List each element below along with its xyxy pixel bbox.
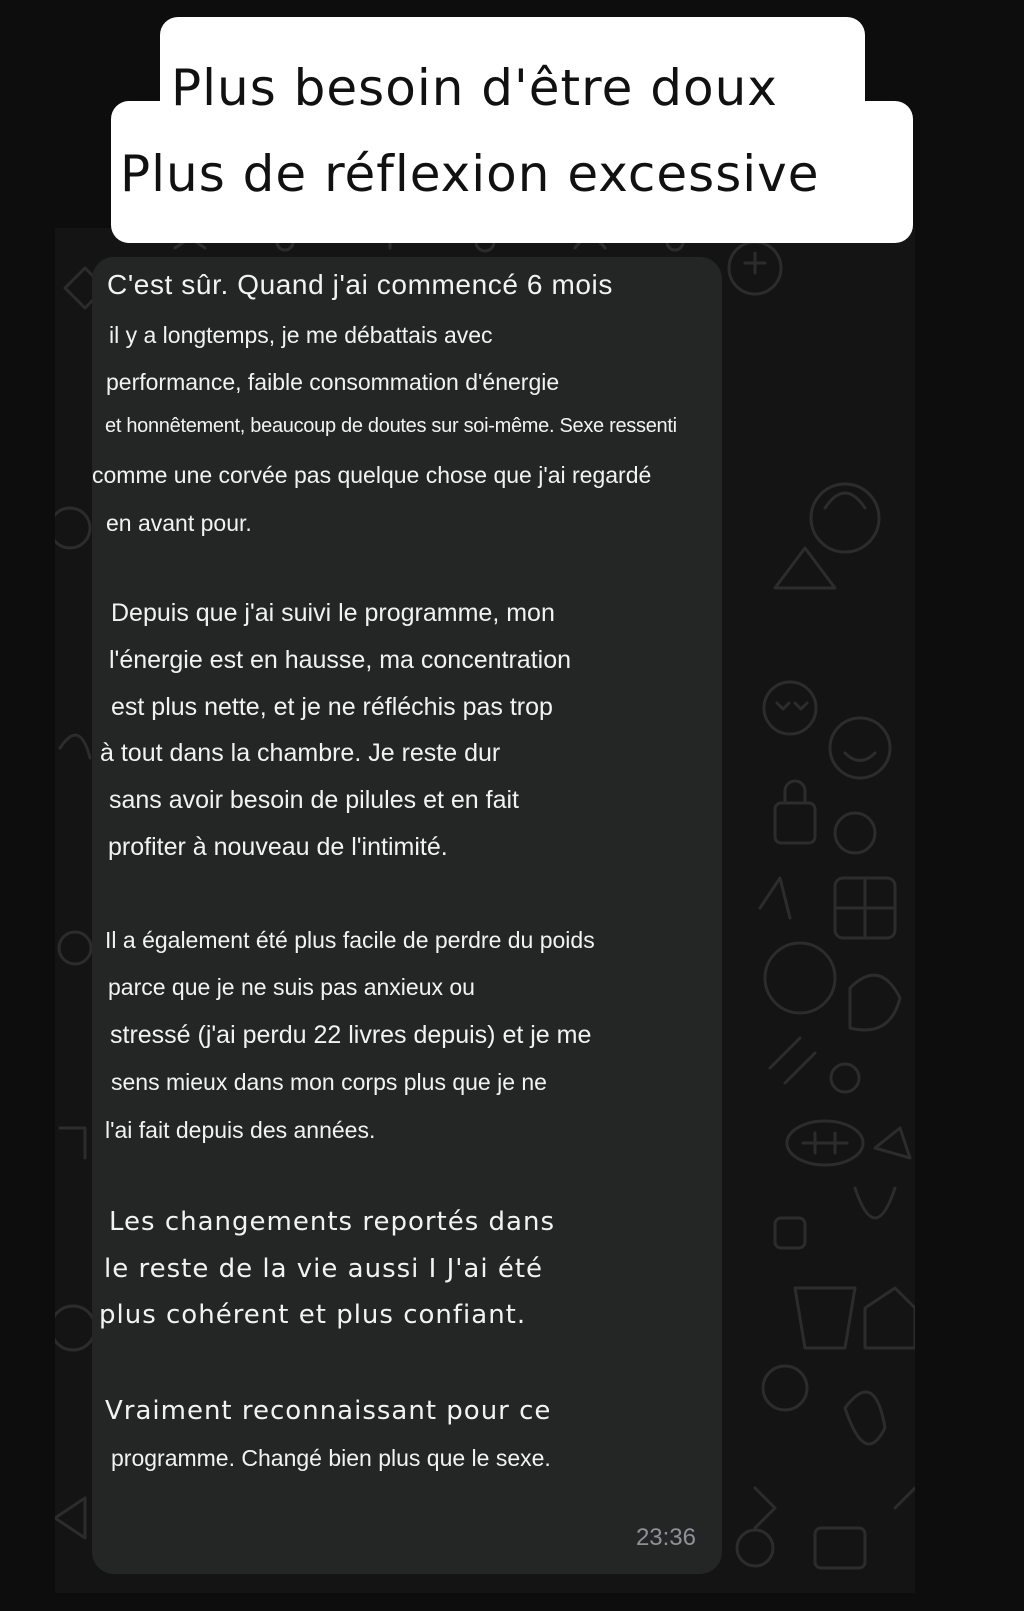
message-line: sans avoir besoin de pilules et en fait: [109, 786, 519, 814]
message-line: l'énergie est en hausse, ma concentration: [109, 646, 571, 674]
caption-line-2: Plus de réflexion excessive: [120, 145, 820, 203]
message-line: l'ai fait depuis des années.: [105, 1117, 376, 1143]
message-line: à tout dans la chambre. Je reste dur: [100, 739, 501, 767]
message-line: parce que je ne suis pas anxieux ou: [108, 974, 475, 1000]
message-line: comme une corvée pas quelque chose que j'ai regardé: [92, 462, 652, 488]
message-line: Les changements reportés dans: [109, 1207, 556, 1237]
caption-line-1: Plus besoin d'être doux: [171, 59, 778, 117]
message-line: et honnêtement, beaucoup de doutes sur soi-même. Sexe ressenti: [105, 415, 677, 437]
caption-overlay: [0, 0, 1024, 250]
message-line: le reste de la vie aussi I J'ai été: [104, 1254, 544, 1284]
message-line: Vraiment reconnaissant pour ce: [105, 1396, 552, 1426]
message-line: sens mieux dans mon corps plus que je ne: [111, 1069, 547, 1095]
message-line: est plus nette, et je ne réfléchis pas trop: [111, 693, 553, 721]
message-line: performance, faible consommation d'énergie: [106, 369, 560, 395]
message-line: profiter à nouveau de l'intimité.: [108, 833, 448, 861]
message-line: en avant pour.: [106, 510, 252, 536]
message-line: il y a longtemps, je me débattais avec: [109, 322, 493, 348]
message-line: Depuis que j'ai suivi le programme, mon: [111, 599, 555, 627]
message-timestamp: 23:36: [635, 1524, 696, 1551]
message-line: stressé (j'ai perdu 22 livres depuis) et je me: [110, 1021, 592, 1049]
message-line: programme. Changé bien plus que le sexe.: [111, 1445, 551, 1471]
message-line: C'est sûr. Quand j'ai commencé 6 mois: [107, 269, 613, 300]
message-line: plus cohérent et plus confiant.: [99, 1300, 527, 1330]
message-line: Il a également été plus facile de perdre du poids: [105, 927, 595, 953]
message-bubble[interactable]: [92, 257, 722, 1574]
